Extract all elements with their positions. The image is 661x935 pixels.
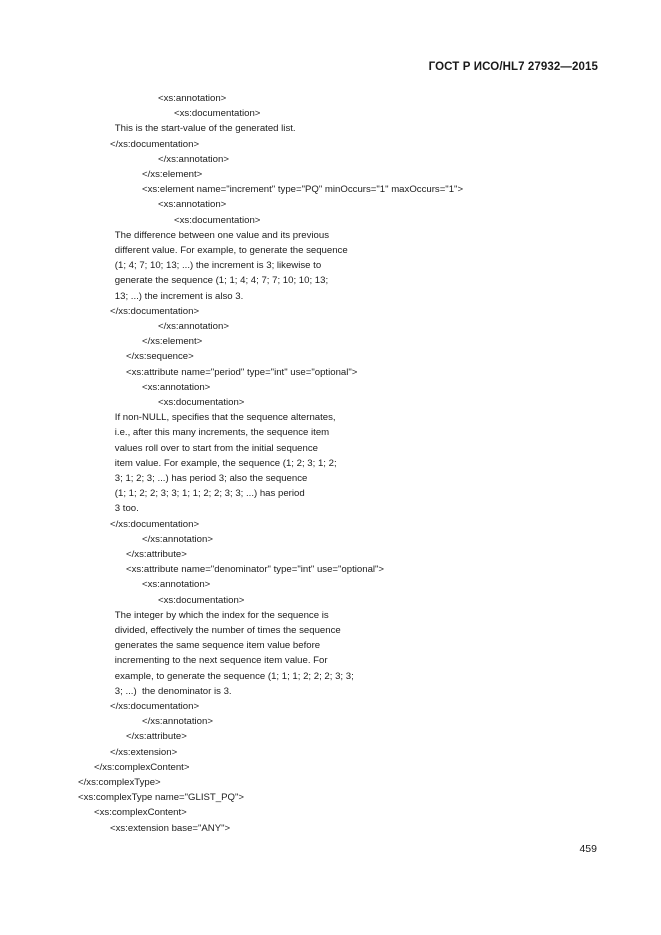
code-line: </xs:documentation> xyxy=(110,701,200,712)
code-line: </xs:documentation> xyxy=(110,518,200,530)
code-line: </xs:annotation> xyxy=(158,153,229,165)
code-line: <xs:documentation> xyxy=(158,594,245,606)
code-line: 13; ...) the increment is also 3. xyxy=(114,290,244,302)
code-line: </xs:annotation> xyxy=(158,321,229,332)
standard-designation: ГОСТ Р ИСО/HL7 27932—2015 xyxy=(428,61,598,73)
code-line: </xs:documentation> xyxy=(110,305,200,317)
code-line: <xs:attribute name="period" type="int" use="optional"> xyxy=(126,366,358,378)
code-line: </xs:element> xyxy=(142,336,203,348)
code-line: (1; 4; 7; 10; 13; ...) the increment is 3; likewise to xyxy=(114,260,322,272)
code-line: If non-NULL, specifies that the sequence alternates, xyxy=(114,412,336,424)
code-line: values roll over to start from the initial sequence xyxy=(114,442,318,454)
code-line: generate the sequence (1; 1; 4; 4; 7; 7; 10; 10; 13; xyxy=(114,275,329,287)
code-line: generates the same sequence item value before xyxy=(114,640,321,652)
code-line: <xs:complexType name="GLIST_PQ"> xyxy=(78,792,244,804)
code-line: </xs:documentation> xyxy=(110,138,200,150)
code-line: <xs:documentation> xyxy=(174,214,261,226)
code-line: The integer by which the index for the sequence is xyxy=(114,609,329,621)
code-line: </xs:annotation> xyxy=(142,533,213,545)
code-line: <xs:attribute name="denominator" type="int" use="optional"> xyxy=(126,564,385,576)
page-number: 459 xyxy=(579,843,597,855)
code-line: i.e., after this many increments, the sequence item xyxy=(114,427,330,439)
code-line: <xs:documentation> xyxy=(174,108,261,120)
code-line: <xs:annotation> xyxy=(142,579,211,591)
code-line: <xs:extension base="ANY"> xyxy=(110,822,231,834)
code-line: </xs:attribute> xyxy=(126,731,187,743)
code-line: (1; 1; 2; 2; 3; 3; 1; 1; 2; 2; 3; 3; ...) has period xyxy=(114,488,305,500)
code-line: item value. For example, the sequence (1; 2; 3; 1; 2; xyxy=(114,457,337,469)
code-line: <xs:documentation> xyxy=(158,397,245,408)
code-line: 3 too. xyxy=(114,503,139,515)
code-line: <xs:annotation> xyxy=(158,199,227,211)
code-line: </xs:annotation> xyxy=(142,716,213,728)
code-line: </xs:attribute> xyxy=(126,549,187,560)
code-line: example, to generate the sequence (1; 1; 1; 2; 2; 2; 3; 3; xyxy=(114,670,354,682)
code-line: 3; 1; 2; 3; ...) has period 3; also the sequence xyxy=(114,473,308,484)
code-line: <xs:annotation> xyxy=(142,381,211,393)
code-line: <xs:complexContent> xyxy=(94,807,187,819)
code-line: <xs:annotation> xyxy=(158,93,227,104)
code-line: The difference between one value and its previous xyxy=(114,229,330,241)
code-line: </xs:complexType> xyxy=(78,777,161,788)
code-line: divided, effectively the number of times the sequence xyxy=(114,625,341,636)
code-line: </xs:extension> xyxy=(110,746,178,758)
code-line: incrementing to the next sequence item value. For xyxy=(114,655,328,667)
code-line: 3; ...) the denominator is 3. xyxy=(114,685,232,697)
code-line: This is the start-value of the generated list. xyxy=(114,123,296,135)
code-line: </xs:sequence> xyxy=(126,351,194,363)
code-line: <xs:element name="increment" type="PQ" minOccurs="1" maxOccurs="1"> xyxy=(142,184,464,196)
code-line: different value. For example, to generate the sequence xyxy=(114,245,348,256)
code-line: </xs:element> xyxy=(142,169,203,180)
code-line: </xs:complexContent> xyxy=(94,761,190,773)
